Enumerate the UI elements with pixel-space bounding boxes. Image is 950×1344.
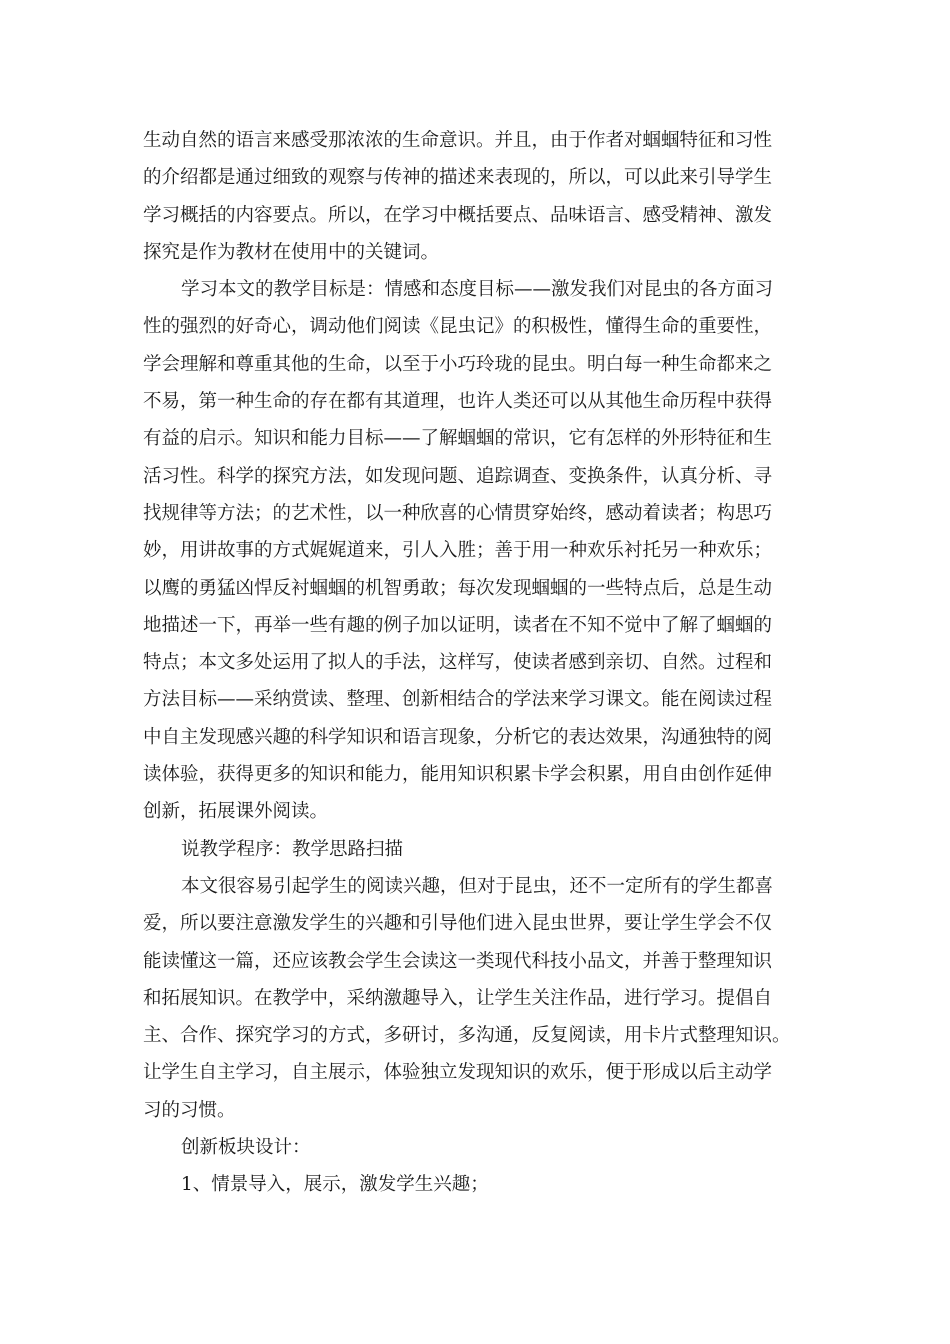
text-line: 学会理解和尊重其他的生命，以至于小巧玲珑的昆虫。明白每一种生命都来之: [143, 353, 773, 375]
text-line: 妙，用讲故事的方式娓娓道来，引人入胜；善于用一种欢乐衬托另一种欢乐；: [143, 540, 773, 562]
text-line: 以鹰的勇猛凶悍反衬蝈蝈的机智勇敢；每次发现蝈蝈的一些特点后，总是生动: [143, 577, 773, 599]
text-line: 生动自然的语言来感受那浓浓的生命意识。并且，由于作者对蝈蝈特征和习性: [143, 130, 773, 151]
text-line: 地描述一下，再举一些有趣的例子加以证明，读者在不知不觉中了解了蝈蝈的: [143, 614, 773, 636]
text-line: 中自主发现感兴趣的科学知识和语言现象，分析它的表达效果，沟通独特的阅: [143, 726, 773, 748]
text-line: 和拓展知识。在教学中，采纳激趣导入，让学生关注作品，进行学习。提倡自: [143, 987, 773, 1009]
text-line: 方法目标——采纳赏读、整理、创新相结合的学法来学习课文。能在阅读过程: [143, 689, 773, 711]
text-line: 爱，所以要注意激发学生的兴趣和引导他们进入昆虫世界，要让学生学会不仅: [143, 913, 773, 935]
paragraph-start-line: 学习本文的教学目标是：情感和态度目标——激发我们对昆虫的各方面习: [181, 279, 774, 301]
text-line: 性的强烈的好奇心，调动他们阅读《昆虫记》的积极性，懂得生命的重要性，: [143, 316, 773, 338]
text-line: 习的习惯。: [143, 1099, 236, 1121]
text-line: 能读懂这一篇，还应该教会学生会读这一类现代科技小品文，并善于整理知识: [143, 950, 773, 972]
text-line: 活习性。科学的探究方法，如发现问题、追踪调查、变换条件，认真分析、寻: [143, 465, 773, 487]
text-line: 主、合作、探究学习的方式，多研讨，多沟通，反复阅读，用卡片式整理知识。: [143, 1025, 791, 1047]
text-line: 的介绍都是通过细致的观察与传神的描述来表现的，所以，可以此来引导学生: [143, 167, 773, 189]
text-line: 特点；本文多处运用了拟人的手法，这样写，使读者感到亲切、自然。过程和: [143, 652, 773, 674]
text-line: 创新，拓展课外阅读。: [143, 801, 329, 823]
list-item: 1、情景导入，展示，激发学生兴趣；: [181, 1174, 489, 1196]
text-line: 让学生自主学习，自主展示，体验独立发现知识的欢乐，便于形成以后主动学: [143, 1062, 773, 1084]
text-line: 不易，第一种生命的存在都有其道理，也许人类还可以从其他生命历程中获得: [143, 391, 773, 413]
text-line: 学习概括的内容要点。所以，在学习中概括要点、品味语言、感受精神、激发: [143, 204, 773, 226]
document-body: [143, 122, 811, 1204]
text-line: 找规律等方法；的艺术性，以一种欣喜的心情贯穿始终，感动着读者；构思巧: [143, 502, 773, 524]
paragraph-start-line: 本文很容易引起学生的阅读兴趣，但对于昆虫，还不一定所有的学生都喜: [181, 875, 774, 897]
text-line: 有益的启示。知识和能力目标——了解蝈蝈的常识，它有怎样的外形特征和生: [143, 428, 773, 450]
section-heading: 创新板块设计：: [181, 1137, 311, 1159]
text-line: 探究是作为教材在使用中的关键词。: [143, 241, 440, 263]
text-line: 读体验，获得更多的知识和能力，能用知识积累卡学会积累，用自由创作延伸: [143, 764, 773, 786]
section-heading: 说教学程序：教学思路扫描: [181, 838, 404, 860]
